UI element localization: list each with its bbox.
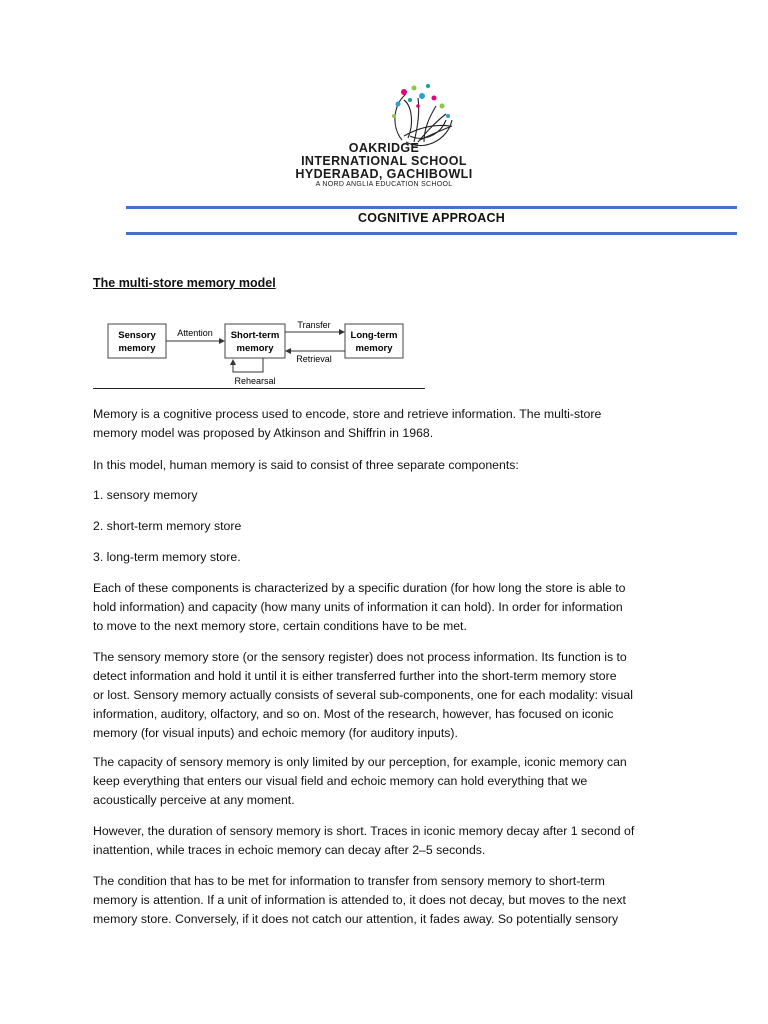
sensory-box-line1: Sensory — [118, 330, 156, 341]
memory-model-diagram — [93, 316, 425, 392]
text-line: acoustically perceive at any moment. — [93, 793, 295, 807]
text-line: to move to the next memory store, certain conditions have to be met. — [93, 619, 467, 633]
transfer-label: Transfer — [297, 320, 331, 330]
paragraph-attention — [93, 872, 673, 929]
text-line: memory is attention. If a unit of information is attended to, it does not decay, but moves to the next — [93, 893, 626, 907]
list-item-long-term — [93, 548, 673, 567]
text-line: 2. short-term memory store — [93, 519, 242, 533]
text-line: memory (for visual inputs) and echoic memory (for auditory inputs). — [93, 726, 458, 740]
paragraph-sensory-store — [93, 648, 673, 743]
text-line: inattention, while traces in echoic memory can decay after 2–5 seconds. — [93, 843, 486, 857]
paragraph-intro — [93, 405, 673, 443]
text-line: The capacity of sensory memory is only limited by our perception, for example, iconic memory can — [93, 755, 627, 769]
title-rule-bottom — [126, 232, 737, 235]
diagram-rule — [93, 388, 425, 389]
long-term-box-line2: memory — [355, 343, 393, 354]
text-line: The condition that has to be met for information to transfer from sensory memory to short-term — [93, 874, 605, 888]
rehearsal-loop — [233, 358, 263, 372]
short-term-box-line1: Short-term — [230, 330, 280, 341]
text-line: In this model, human memory is said to consist of three separate components: — [93, 458, 519, 472]
text-line: 1. sensory memory — [93, 488, 198, 502]
text-line: memory store. Conversely, if it does not catch our attention, it fades away. So potentially sensory — [93, 912, 619, 926]
retrieval-label: Retrieval — [296, 354, 332, 364]
text-line: Memory is a cognitive process used to encode, store and retrieve information. The multi-store — [93, 407, 602, 421]
page-title: COGNITIVE APPROACH — [358, 211, 505, 225]
text-line: memory model was proposed by Atkinson and Shiffrin in 1968. — [93, 426, 434, 440]
text-line: or lost. Sensory memory actually consists of several sub-components, one for each modality: visual — [93, 688, 633, 702]
text-line: hold information) and capacity (how many units of information it can hold). In order for information — [93, 600, 623, 614]
school-name-line3: HYDERABAD, GACHIBOWLI — [295, 167, 473, 181]
list-item-sensory — [93, 486, 673, 505]
text-line: keep everything that enters our visual field and echoic memory can hold everything that we — [93, 774, 588, 788]
list-item-short-term — [93, 517, 673, 536]
text-line: However, the duration of sensory memory is short. Traces in iconic memory decay after 1 second of — [93, 824, 635, 838]
sensory-box-line2: memory — [118, 343, 156, 354]
rehearsal-label: Rehearsal — [234, 376, 276, 386]
paragraph-duration — [93, 822, 673, 860]
text-line: Each of these components is characterized by a specific duration (for how long the store is able to — [93, 581, 626, 595]
long-term-box-line1: Long-term — [350, 330, 398, 341]
section-heading: The multi-store memory model — [93, 276, 276, 290]
text-line: information, auditory, olfactory, and so on. Most of the research, however, has focused on iconic — [93, 707, 614, 721]
text-line: The sensory memory store (or the sensory register) does not process information. Its function is to — [93, 650, 627, 664]
school-name-line1: OAKRIDGE — [348, 141, 420, 155]
text-line: detect information and hold it until it is either transferred further into the short-term memory store — [93, 669, 617, 683]
attention-label: Attention — [177, 328, 213, 338]
short-term-box-line2: memory — [236, 343, 274, 354]
school-tagline: A NORD ANGLIA EDUCATION SCHOOL — [315, 181, 453, 188]
school-name-line2: INTERNATIONAL SCHOOL — [301, 154, 467, 168]
paragraph-capacity — [93, 753, 673, 810]
paragraph-components — [93, 456, 673, 475]
title-rule-top — [126, 206, 737, 209]
paragraph-duration-capacity — [93, 579, 673, 636]
text-line: 3. long-term memory store. — [93, 550, 241, 564]
